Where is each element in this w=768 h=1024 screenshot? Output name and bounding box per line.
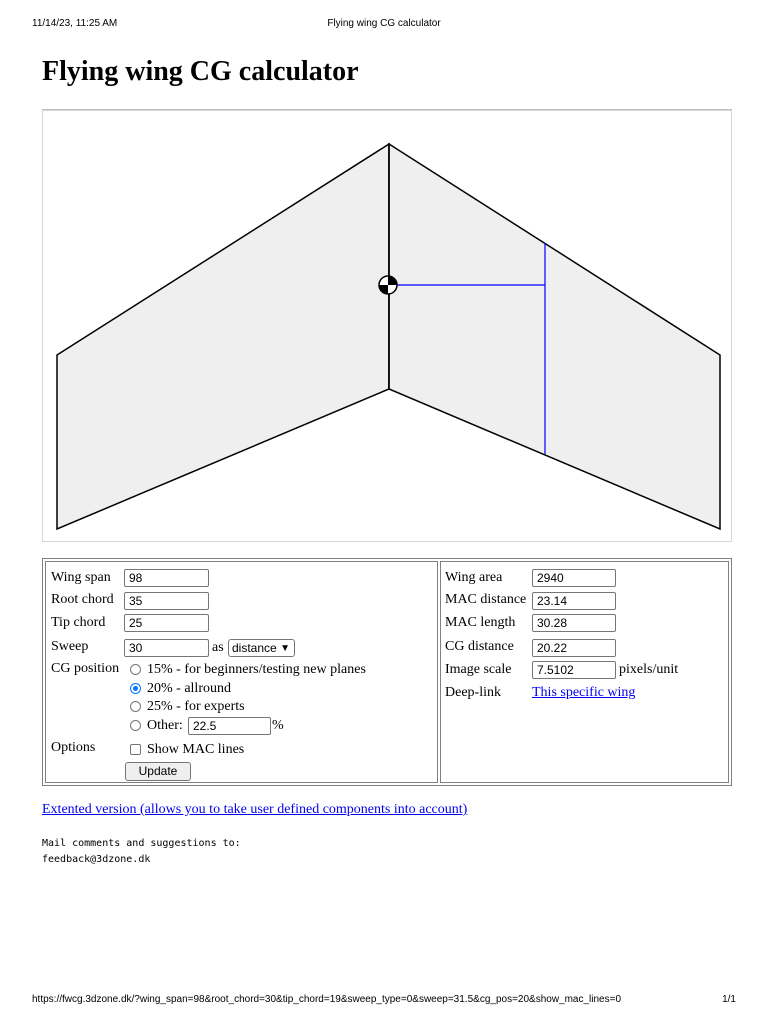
tip-chord-label: Tip chord [51, 615, 106, 630]
cg-target-icon [379, 276, 397, 294]
wing-diagram [42, 110, 732, 542]
results-panel [440, 561, 729, 783]
input-panel [45, 561, 438, 783]
cg-radio-20[interactable] [130, 683, 141, 694]
mac-distance-label: MAC distance [445, 592, 527, 607]
root-chord-label: Root chord [51, 592, 114, 607]
wing-span-input[interactable]: 98 [124, 569, 209, 587]
show-mac-lines-checkbox[interactable] [130, 744, 141, 755]
mac-length-output[interactable]: 30.28 [532, 614, 616, 632]
sweep-type-select[interactable] [228, 639, 295, 657]
mail-address: feedback@3dzone.dk [42, 854, 151, 865]
update-button[interactable]: Update [125, 762, 191, 781]
print-footer [32, 994, 736, 1008]
sweep-label: Sweep [51, 639, 89, 654]
cg-other-unit: % [272, 718, 284, 733]
show-mac-lines-label: Show MAC lines [147, 742, 245, 757]
right-wing-panel [389, 144, 720, 529]
sweep-type-value: distance [232, 641, 277, 655]
cg-option-15-label: 15% - for beginners/testing new planes [147, 662, 366, 677]
left-wing-panel [57, 144, 389, 529]
mac-length-label: MAC length [445, 615, 516, 630]
calculator-form [42, 558, 732, 786]
cg-radio-15[interactable] [130, 664, 141, 675]
wing-svg [43, 111, 733, 543]
wing-area-label: Wing area [445, 570, 503, 585]
cg-other-input[interactable]: 22.5 [188, 717, 271, 735]
cg-distance-label: CG distance [445, 639, 514, 654]
image-scale-output[interactable]: 7.5102 [532, 661, 616, 679]
cg-option-other-label: Other: [147, 718, 183, 733]
page-title: Flying wing CG calculator [42, 56, 359, 87]
mail-note: Mail comments and suggestions to: [42, 838, 241, 849]
image-scale-unit: pixels/unit [619, 662, 679, 677]
print-page-number: 1/1 [722, 994, 736, 1005]
wing-area-output[interactable]: 2940 [532, 569, 616, 587]
chevron-down-icon: ▼ [280, 643, 290, 654]
options-label: Options [51, 740, 96, 755]
wing-span-label: Wing span [51, 570, 111, 585]
cg-position-label: CG position [51, 661, 120, 676]
cg-option-20-label: 20% - allround [147, 681, 231, 696]
sweep-input[interactable]: 30 [124, 639, 209, 657]
cg-radio-25[interactable] [130, 701, 141, 712]
sweep-as-label: as [212, 640, 224, 655]
root-chord-input[interactable]: 35 [124, 592, 209, 610]
deep-link-label: Deep-link [445, 685, 501, 700]
cg-option-25-label: 25% - for experts [147, 699, 245, 714]
print-doc-title: Flying wing CG calculator [327, 18, 441, 29]
deep-link[interactable]: This specific wing [532, 685, 636, 700]
print-header [32, 18, 736, 32]
print-datetime: 11/14/23, 11:25 AM [32, 18, 118, 29]
print-url: https://fwcg.3dzone.dk/?wing_span=98&root_chord=30&tip_chord=19&sweep_type=0&sweep=31.5&cg_pos=20&show_mac_lines=0 [32, 994, 622, 1005]
tip-chord-input[interactable]: 25 [124, 614, 209, 632]
extended-version-link[interactable]: Extented version (allows you to take user defined components into account) [42, 802, 468, 817]
cg-radio-other[interactable] [130, 720, 141, 731]
cg-distance-output[interactable]: 20.22 [532, 639, 616, 657]
image-scale-label: Image scale [445, 662, 512, 677]
mac-distance-output[interactable]: 23.14 [532, 592, 616, 610]
